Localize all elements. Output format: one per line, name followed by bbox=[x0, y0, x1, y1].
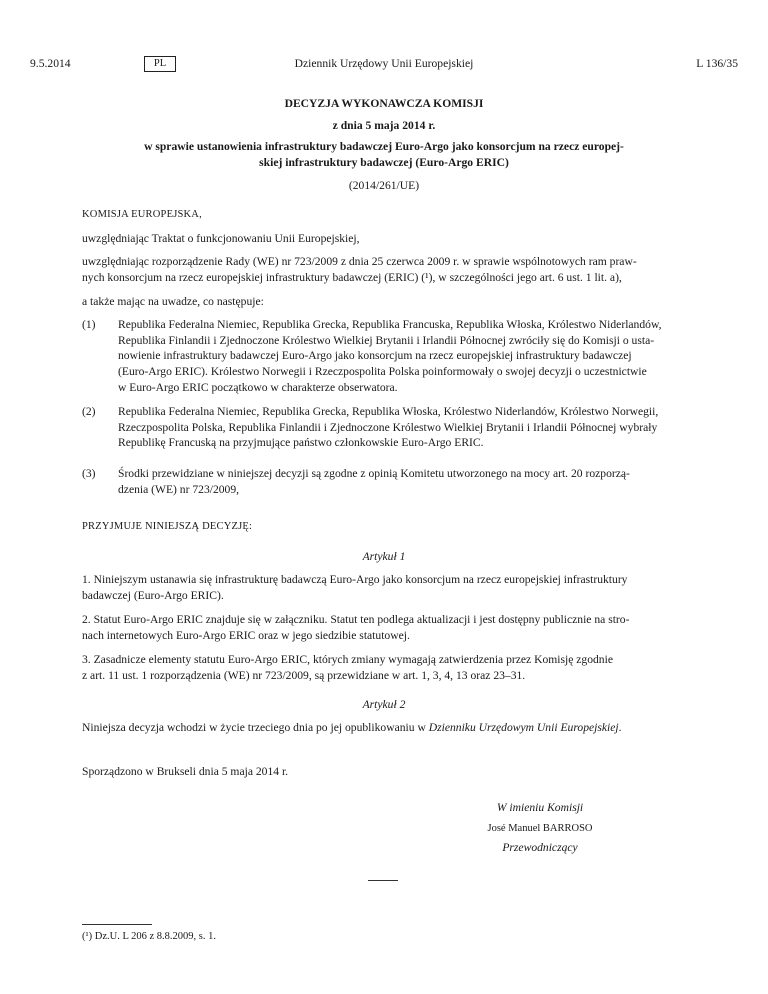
article-1-para-2-line1: 2. Statut Euro-Argo ERIC znajduje się w załączniku. Statut ten podlega aktualizacji i jest dostępny publicznie na stro- bbox=[82, 613, 630, 626]
recital-line: Środki przewidziane w niniejszej decyzji są zgodne z opinią Komitetu utworzonego na mocy art. 20 rozporzą- bbox=[118, 467, 630, 480]
signatory-name: José Manuel BARROSO bbox=[487, 823, 593, 834]
recital-line: w Euro-Argo ERIC początkowo w charakterze obserwatora. bbox=[118, 380, 398, 394]
preamble-regulation-line1: uwzględniając rozporządzenie Rady (WE) nr 723/2009 z dnia 25 czerwca 2009 r. w sprawie wspólnotowych ram praw- bbox=[82, 255, 637, 268]
recital-2 bbox=[82, 404, 686, 454]
journal-name-italic: Dzienniku Urzędowym Unii Europejskiej bbox=[428, 721, 619, 734]
recital-number: (3) bbox=[82, 467, 96, 480]
adoption-formula: PRZYJMUJE NINIEJSZĄ DECYZJĘ: bbox=[82, 521, 253, 532]
end-separator bbox=[368, 880, 398, 881]
preamble-whereas: a także mając na uwadze, co następuje: bbox=[82, 295, 264, 308]
issuing-body: KOMISJA EUROPEJSKA, bbox=[82, 209, 202, 220]
recital-number: (1) bbox=[82, 318, 96, 331]
article-1-para-3-line2: z art. 11 ust. 1 rozporządzenia (WE) nr 723/2009, są przewidziane w art. 1, 3, 4, 13 oraz 23–31. bbox=[82, 669, 526, 682]
recital-line: nowienie infrastruktury badawczej Euro-Argo jako konsorcjum na rzecz europejskiej infrastruktury badawczej bbox=[118, 349, 632, 363]
recital-number: (2) bbox=[82, 405, 96, 418]
footnote: (¹) Dz.U. L 206 z 8.8.2009, s. 1. bbox=[82, 931, 216, 942]
publication-date: 9.5.2014 bbox=[30, 57, 71, 70]
recital-line: Republika Federalna Niemiec, Republika Grecka, Republika Francuska, Republika Włoska, Królestwo Niderlandów, bbox=[118, 318, 662, 331]
decision-date: z dnia 5 maja 2014 r. bbox=[332, 119, 436, 132]
article-1-para-1-line2: badawczej (Euro-Argo ERIC). bbox=[82, 589, 224, 602]
signature-on-behalf: W imieniu Komisji bbox=[496, 801, 584, 814]
preamble-treaty: uwzględniając Traktat o funkcjonowaniu Unii Europejskiej, bbox=[82, 232, 360, 245]
journal-title: Dziennik Urzędowy Unii Europejskiej bbox=[294, 57, 474, 70]
recital-line: (Euro-Argo ERIC). Królestwo Norwegii i Rzeczpospolita Polska poinformowały o swojej decyzji o uczestnictwie bbox=[118, 364, 647, 378]
decision-subject-line2: skiej infrastruktury badawczej (Euro-Argo ERIC) bbox=[259, 156, 509, 169]
preamble-regulation-line2: nych konsorcjum na rzecz europejskiej infrastruktury badawczej (ERIC) (¹), w szczególności jego art. 6 ust. 1 lit. a), bbox=[82, 271, 622, 284]
recital-line: Republika Finlandii i Zjednoczone Królestwo Wielkiej Brytanii i Irlandii Północnej zwróciły się do Komisji o usta- bbox=[118, 333, 655, 347]
page-reference: L 136/35 bbox=[696, 57, 738, 70]
article-2-text bbox=[82, 720, 686, 736]
recital-line: Republikę Francuską na przyjmujące państwo członkowskie Euro-Argo ERIC. bbox=[118, 436, 484, 450]
article-1-para-3-line1: 3. Zasadnicze elementy statutu Euro-Argo ERIC, których zmiany wymagają zatwierdzenia przez Komisję zgodnie bbox=[82, 653, 613, 666]
decision-title: DECYZJA WYKONAWCZA KOMISJI bbox=[284, 97, 484, 110]
page-header bbox=[0, 56, 768, 74]
recital-line: Rzeczpospolita Polska, Republika Finlandii i Zjednoczone Królestwo Wielkiej Brytanii i Irlandii Północnej wybrały bbox=[118, 420, 658, 434]
footnote-rule bbox=[82, 924, 152, 925]
recital-3 bbox=[82, 466, 686, 500]
article-1-title: Artykuł 1 bbox=[362, 550, 406, 563]
signatory-role: Przewodniczący bbox=[502, 841, 578, 854]
language-badge: PL bbox=[144, 56, 176, 72]
recital-line: dzenia (WE) nr 723/2009, bbox=[118, 482, 240, 496]
article-1-para-1-line1: 1. Niniejszym ustanawia się infrastrukturę badawczą Euro-Argo jako konsorcjum na rzecz europejskiej infrastruktury bbox=[82, 573, 628, 586]
article-2-text-end: . bbox=[618, 721, 622, 734]
decision-subject-line1: w sprawie ustanowienia infrastruktury badawczej Euro-Argo jako konsorcjum na rzecz europej- bbox=[144, 140, 624, 153]
article-2-title: Artykuł 2 bbox=[362, 698, 406, 711]
recital-1 bbox=[82, 317, 686, 399]
place-and-date: Sporządzono w Brukseli dnia 5 maja 2014 r. bbox=[82, 765, 289, 778]
recital-line: Republika Federalna Niemiec, Republika Grecka, Republika Włoska, Królestwo Niderlandów, Królestwo Norwegii, bbox=[118, 405, 659, 418]
decision-reference: (2014/261/UE) bbox=[348, 179, 420, 192]
article-1-para-2-line2: nach internetowych Euro-Argo ERIC oraz w jego siedzibie statutowej. bbox=[82, 629, 410, 642]
article-2-text-main: Niniejsza decyzja wchodzi w życie trzeciego dnia po jej opublikowaniu w bbox=[82, 721, 429, 734]
